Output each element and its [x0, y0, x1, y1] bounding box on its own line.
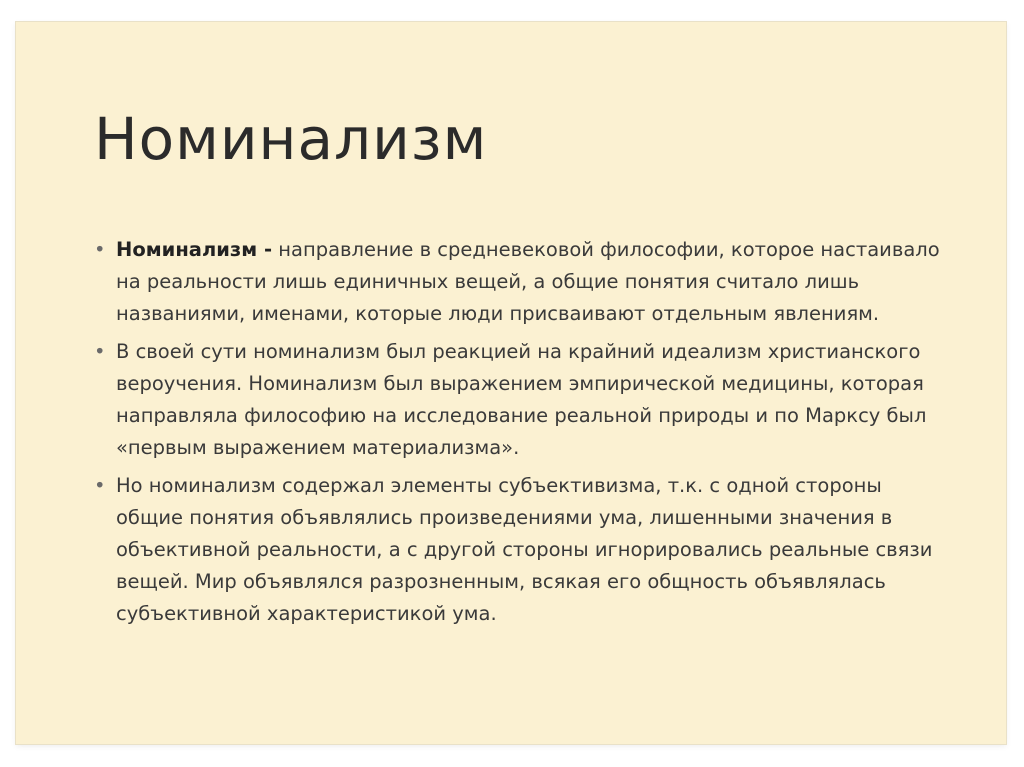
bullet-text: направление в средневековой философии, которое настаивало на реальности лишь единичных вещей, а общие понятия считало лишь названиями, именами, которые люди присваивают отдельным явлениям.: [116, 238, 940, 325]
bullet-icon: •: [94, 238, 106, 261]
bullet-list: [94, 234, 954, 636]
bullet-text: Но номинализм содержал элементы субъективизма, т.к. с одной стороны общие понятия объявлялись произведениями ума, лишенными значения в объективной реальности, а с другой стороны игнорировались реальные связи вещей. Мир объявлялся разрозненным, всякая его общность объявлялась субъективной характеристикой ума.: [116, 474, 933, 625]
bullet-item: [94, 336, 954, 464]
bullet-icon: •: [94, 474, 106, 497]
bullet-item: [94, 234, 954, 330]
slide: [16, 22, 1006, 744]
slide-title: Номинализм: [94, 105, 488, 173]
bullet-icon: •: [94, 340, 106, 363]
bullet-item: [94, 470, 954, 630]
bullet-term: Номинализм -: [116, 238, 273, 261]
bullet-text: В своей сути номинализм был реакцией на крайний идеализм христианского вероучения. Номинализм был выражением эмпирической медицины, которая направляла философию на исследование реальной природы и по Марксу был «первым выражением материализма».: [116, 340, 927, 459]
